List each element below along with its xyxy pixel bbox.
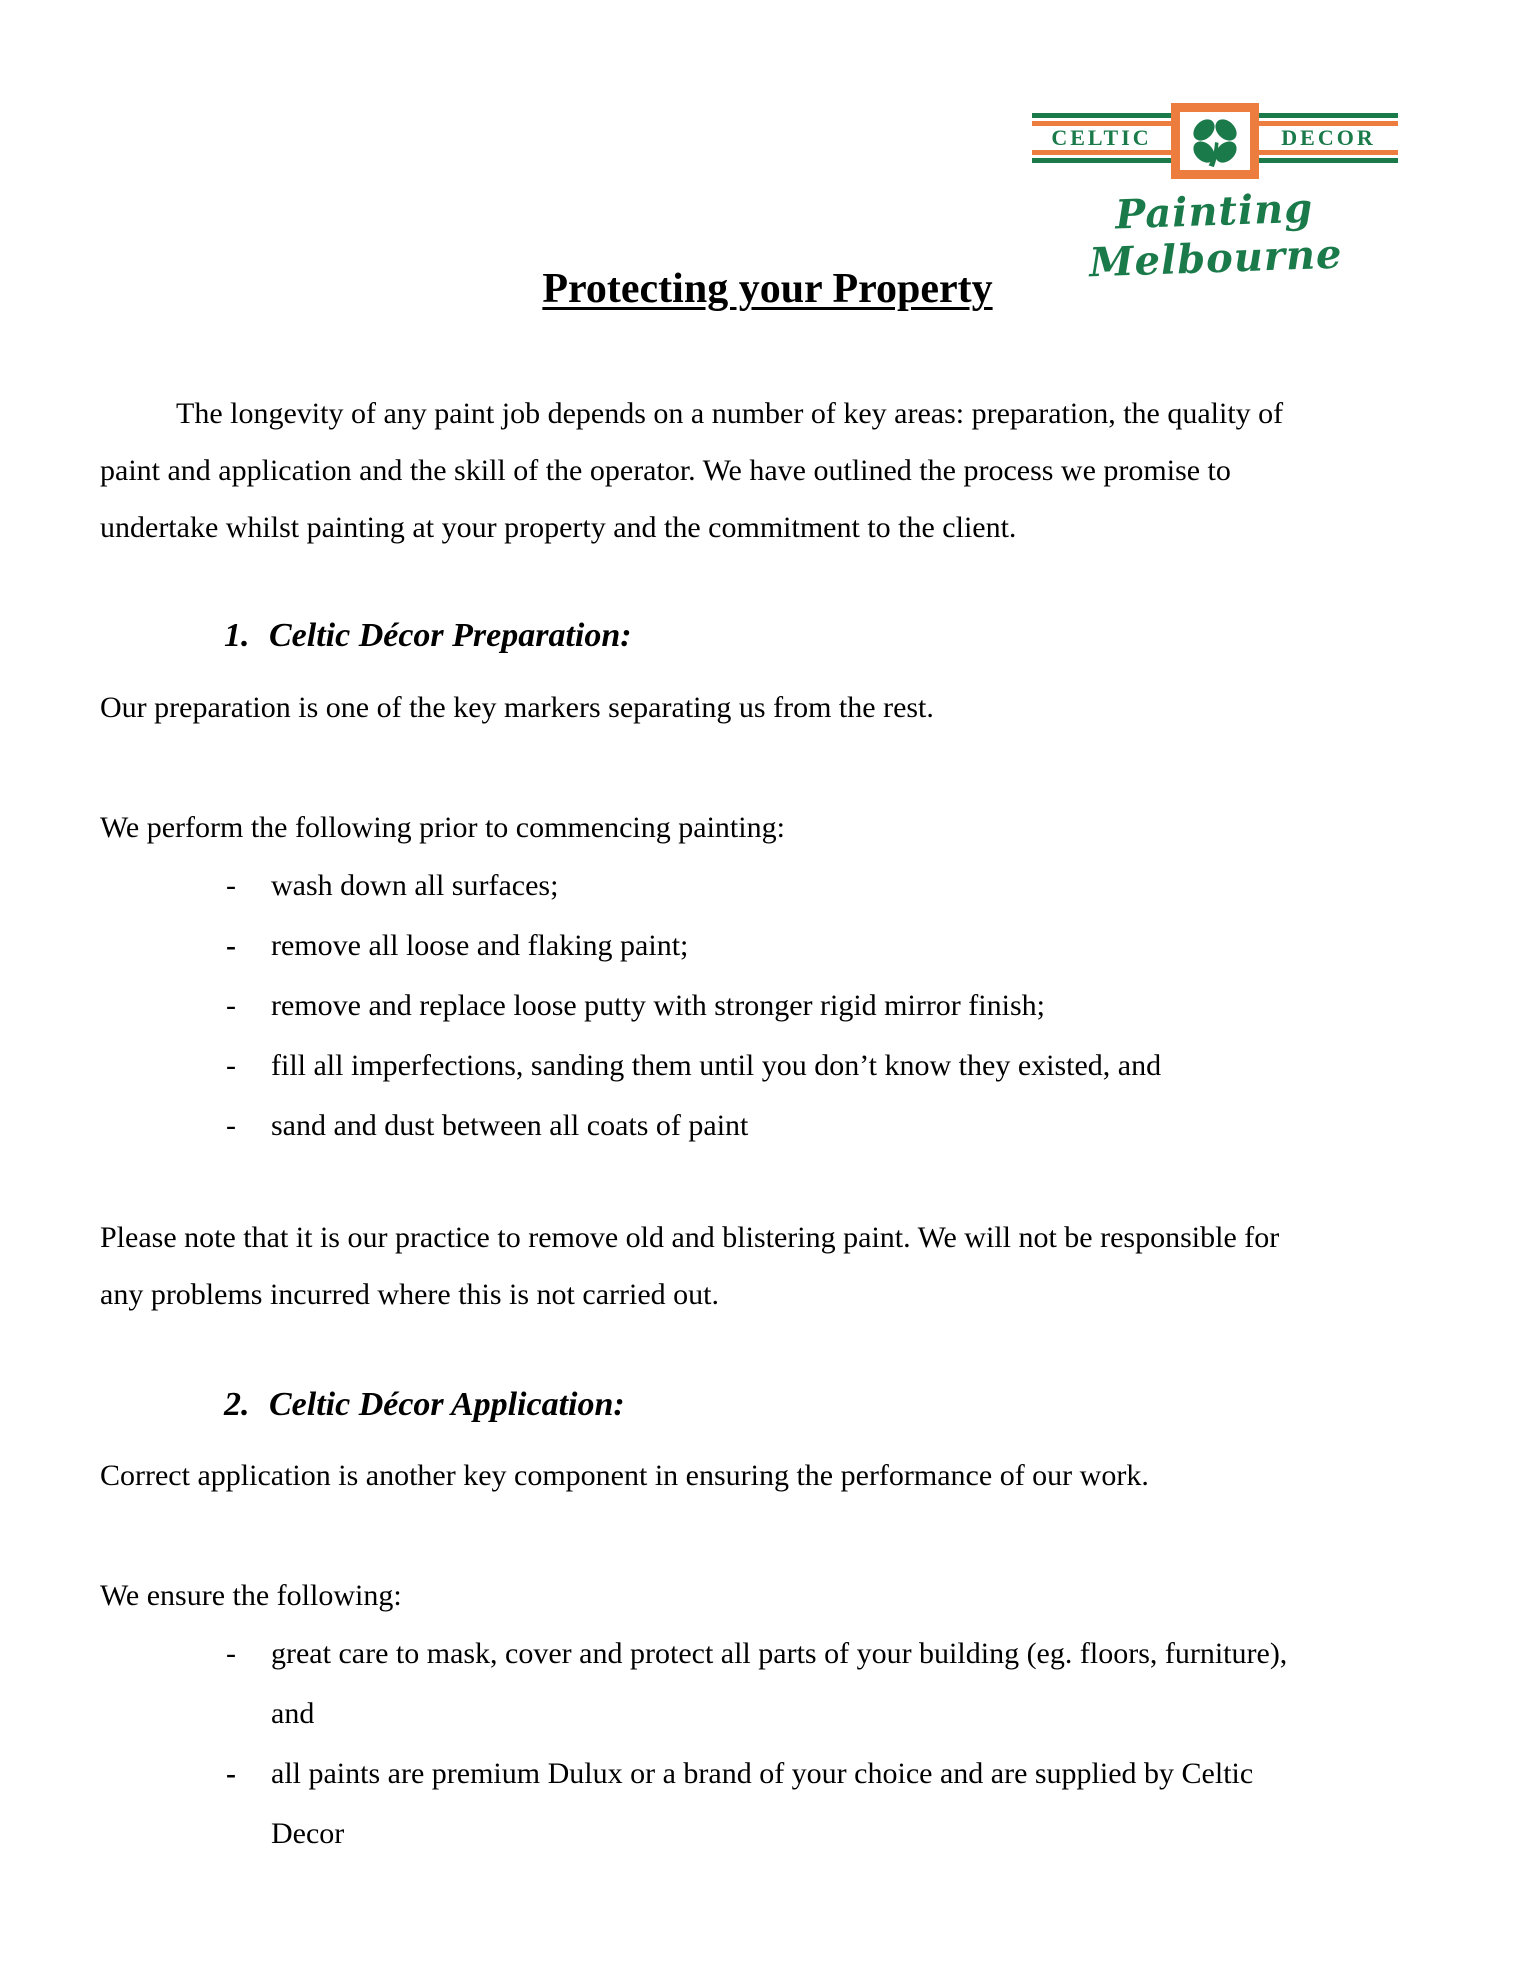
- text-line: great care to mask, cover and protect all parts of your building (eg. floors, furniture),: [271, 1637, 1288, 1670]
- logo-band-left: [1032, 113, 1171, 163]
- clover-icon: [1171, 103, 1259, 179]
- list-item-text: [271, 1096, 1435, 1156]
- application-list: [100, 1624, 1435, 1864]
- dash-bullet: -: [226, 1049, 236, 1082]
- text-line: Please note that it is our practice to remove old and blistering paint. We will not be responsible for: [100, 1221, 1280, 1254]
- dash-bullet: -: [226, 869, 236, 902]
- list-item: [100, 916, 1435, 976]
- list-item-text: [271, 1744, 1435, 1864]
- text-line: remove all loose and flaking paint;: [271, 929, 689, 962]
- list-item: [100, 1744, 1435, 1864]
- section-2-list-intro: We ensure the following:: [100, 1579, 402, 1612]
- list-item-text: [271, 1036, 1435, 1096]
- section-1-list-intro: We perform the following prior to commencing painting:: [100, 811, 785, 844]
- logo-tagline: Painting Melbourne: [1088, 184, 1344, 287]
- section-2-heading: [100, 1381, 1435, 1429]
- text-line: and: [271, 1697, 315, 1730]
- text-line: Decor: [271, 1817, 345, 1850]
- logo-band: [1032, 100, 1398, 179]
- page-title: Protecting your Property: [542, 266, 993, 312]
- orange-stripe: [1259, 150, 1398, 155]
- document-content: [100, 263, 1435, 1864]
- list-item: [100, 856, 1435, 916]
- list-item-text: [271, 856, 1435, 916]
- text-line: The longevity of any paint job depends on a number of key areas: preparation, the quality of: [176, 397, 1284, 430]
- logo-word-decor: DECOR: [1281, 125, 1376, 150]
- dash-bullet: -: [226, 929, 236, 962]
- green-stripe: [1259, 158, 1398, 163]
- preparation-list: [100, 856, 1435, 1156]
- list-item-text: [271, 976, 1435, 1036]
- text-line: remove and replace loose putty with stronger rigid mirror finish;: [271, 989, 1045, 1022]
- list-item-text: [271, 1624, 1435, 1744]
- text-line: undertake whilst painting at your property and the commitment to the client.: [100, 511, 1017, 544]
- list-item: [100, 1036, 1435, 1096]
- green-stripe: [1032, 158, 1171, 163]
- celtic-decor-logo: [1032, 100, 1398, 287]
- section-1-heading: [100, 612, 1435, 660]
- dash-bullet: -: [226, 1757, 236, 1790]
- logo-band-right: [1259, 113, 1398, 163]
- dash-bullet: -: [226, 989, 236, 1022]
- text-line: all paints are premium Dulux or a brand of your choice and are supplied by Celtic: [271, 1757, 1254, 1790]
- text-line: sand and dust between all coats of paint: [271, 1109, 749, 1142]
- heading-text: Celtic Décor Application:: [269, 1386, 625, 1423]
- note-paragraph: [100, 1209, 1435, 1323]
- heading-number: 1.: [224, 617, 250, 654]
- list-item: [100, 1624, 1435, 1744]
- section-2-lead: Correct application is another key component in ensuring the performance of our work.: [100, 1459, 1149, 1492]
- section-1-lead: Our preparation is one of the key markers separating us from the rest.: [100, 691, 934, 724]
- list-item: [100, 1096, 1435, 1156]
- text-line: fill all imperfections, sanding them until you don’t know they existed, and: [271, 1049, 1162, 1082]
- intro-paragraph: [100, 385, 1435, 556]
- text-line: wash down all surfaces;: [271, 869, 559, 902]
- heading-number: 2.: [224, 1386, 250, 1423]
- green-stripe: [1259, 113, 1398, 118]
- text-line: paint and application and the skill of the operator. We have outlined the process we promise to: [100, 454, 1231, 487]
- list-item: [100, 976, 1435, 1036]
- text-line: any problems incurred where this is not carried out.: [100, 1278, 719, 1311]
- dash-bullet: -: [226, 1109, 236, 1142]
- orange-stripe: [1032, 150, 1171, 155]
- list-item-text: [271, 916, 1435, 976]
- heading-text: Celtic Décor Preparation:: [269, 617, 632, 654]
- green-stripe: [1032, 113, 1171, 118]
- logo-word-celtic: CELTIC: [1051, 125, 1152, 150]
- dash-bullet: -: [226, 1637, 236, 1670]
